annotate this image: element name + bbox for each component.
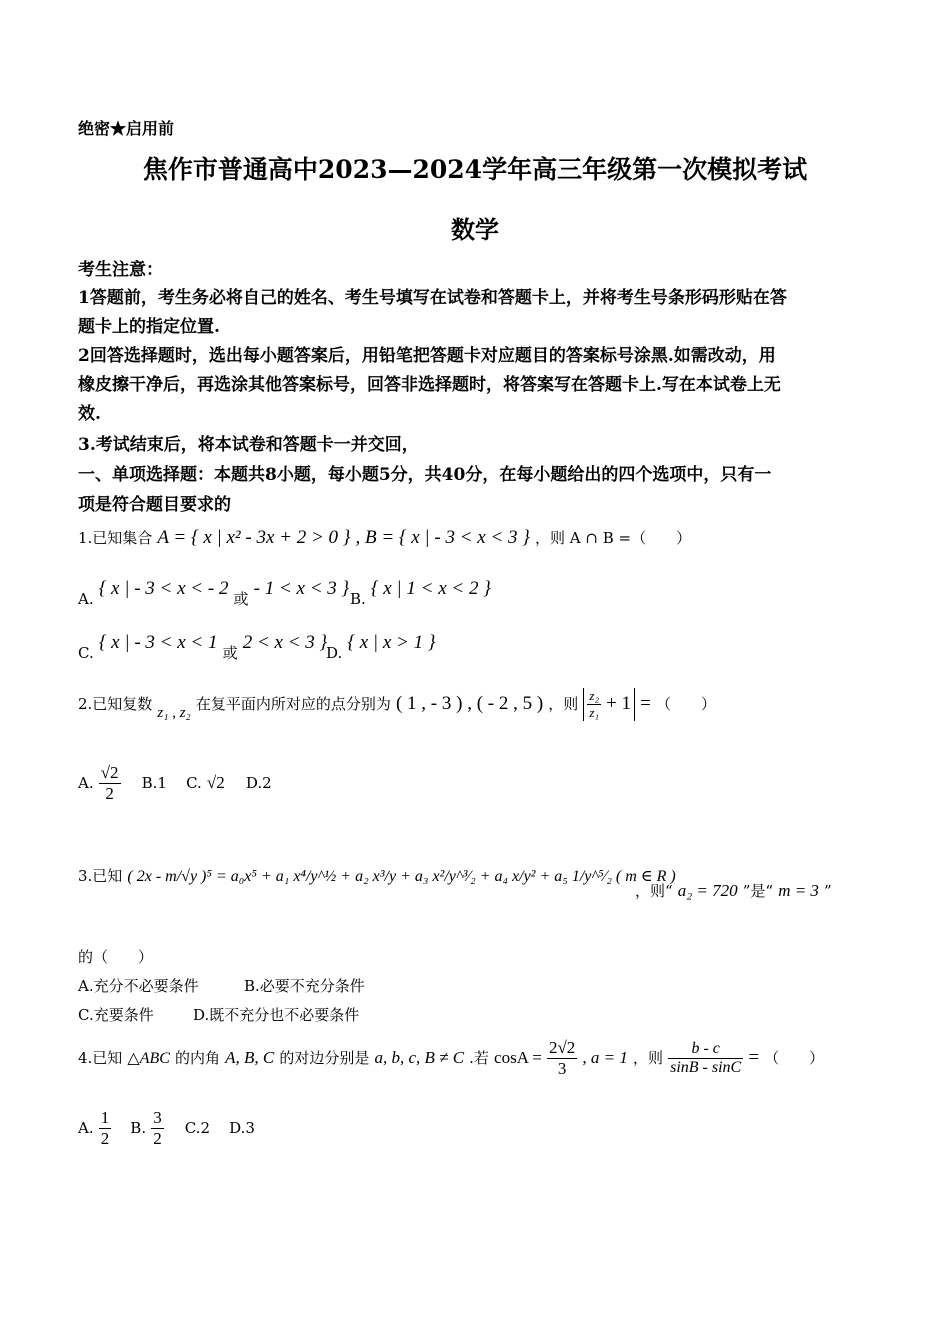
- question-1: [78, 527, 691, 549]
- question-4: 4.已知 △ABC 的内角 A, B, C 的对边分别是 a, b, c, B ≠ C .若 cosA = $\frac{2√2}{3}$ , a = 1 ，则 $\frac{b - c}{\sin B - \sin C}$ = （ ）: [78, 1038, 825, 1078]
- q1-option-d: D. { x | x > 1 }: [326, 632, 436, 662]
- q1-suffix: ，则 A ∩ B =（ ）: [535, 529, 692, 547]
- q2-points: ( 1 , - 3 ) , ( - 2 , 5 ): [395, 693, 544, 714]
- notice-item1-line2: 题卡上的指定位置.: [78, 317, 220, 337]
- q1-option-a: A. { x | - 3 < x < - 2 或 - 1 < x < 3 }: [78, 578, 350, 608]
- q3-option-d: D.既不充分也不必要条件: [193, 1006, 360, 1024]
- q1-set-b: , B = { x | - 3 < x < 3 }: [355, 527, 530, 548]
- q2-modulus: $\frac{\text{z₂}}{\text{z₁}}$ + 1: [583, 688, 635, 721]
- subject-title: 数学: [451, 215, 499, 244]
- question-3: 3.已知 ( 2x - m/√y )⁵ = a₀x⁵ + a₁ x⁴/y^½ + a₂ x³/y + a₃ x²/y^³⁄₂ + a₄ x/y² + a₅ 1/y^⁵⁄₂ ( m ∈ R ): [78, 867, 676, 885]
- q3-tail: 的（ ）: [78, 948, 154, 966]
- q1-prefix: 1.已知集合: [78, 529, 153, 547]
- exam-title: 焦作市普通高中2023—2024学年高三年级第一次模拟考试: [142, 155, 808, 184]
- notice-item2-line1: 2回答选择题时，选出每小题答案后，用铅笔把答题卡对应题目的答案标号涂黑.如需改动，用: [78, 346, 776, 366]
- q3-expansion: ( 2x - m/√y )⁵ = a₀x⁵ + a₁ x⁴/y^½ + a₂ x³/y + a₃ x²/y^³⁄₂ + a₄ x/y² + a₅ 1/y^⁵⁄₂ ( m ∈ R ): [127, 868, 676, 885]
- q1-option-b: B. { x | 1 < x < 2 }: [350, 578, 491, 608]
- q4-options: A. $\frac{1}{2}$ B. $\frac{3}{2}$ C.2 D.3: [78, 1108, 255, 1148]
- notice-item2-line2: 橡皮擦干净后，再选涂其他答案标号，回答非选择题时，将答案写在答题卡上.写在本试卷上无: [78, 375, 781, 395]
- notice-item1-line1: 1答题前，考生务必将自己的姓名、考生号填写在试卷和答题卡上，并将考生号条形码形贴在答: [78, 288, 787, 308]
- q3-option-b: B.必要不充分条件: [244, 977, 365, 995]
- q3-condition: ，则“ a₂ = 720 ”是“ m = 3 ”: [635, 881, 832, 900]
- section1-line2: 项是符合题目要求的: [78, 495, 231, 515]
- q3-option-a: A.充分不必要条件: [78, 977, 199, 995]
- q2-options: A. $\frac{√2}{2}$ B.1 C. √2 D.2: [78, 763, 272, 803]
- q2-vars: z₁ , z₂: [157, 705, 191, 721]
- notice-item3: 3.考试结束后，将本试卷和答题卡一并交回，: [78, 435, 419, 455]
- q3-option-c: C.充要条件: [78, 1006, 154, 1024]
- notice-item2-line3: 效.: [78, 404, 101, 424]
- q1-set-a: A = { x | x² - 3x + 2 > 0 }: [157, 527, 351, 548]
- notice-heading: 考生注意：: [78, 260, 163, 280]
- q1-option-c: C. { x | - 3 < x < 1 或 2 < x < 3 }: [78, 632, 328, 662]
- confidential-label: 绝密★启用前: [78, 119, 175, 138]
- section1-line1: 一、单项选择题：本题共8小题，每小题5分，共40分，在每小题给出的四个选项中，只有一: [78, 465, 772, 485]
- question-2: 2.已知复数 z₁ , z₂ 在复平面内所对应的点分别为 ( 1 , - 3 ) , ( - 2 , 5 ) ，则 $\frac{\text{z₂}}{\text{z₁}}$ + 1 = （ ）: [78, 688, 716, 721]
